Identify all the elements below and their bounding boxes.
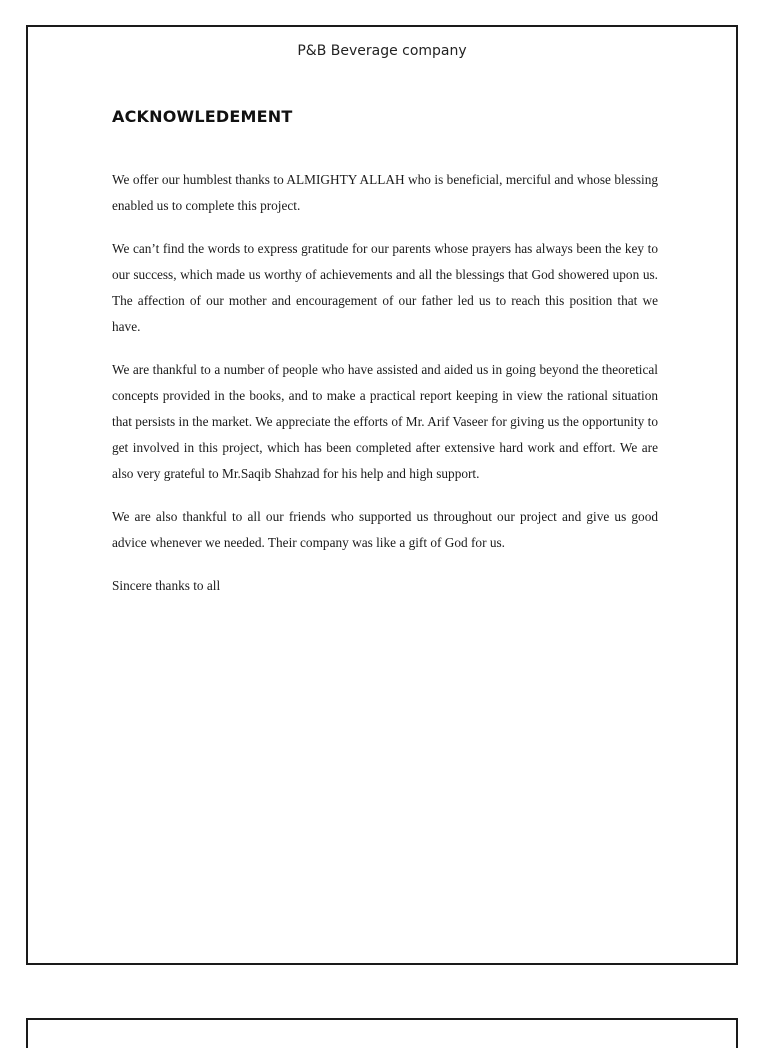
document-page [26, 25, 738, 965]
next-page-edge [26, 1018, 738, 1048]
paragraph: We are also thankful to all our friends who supported us throughout our project and give us good advice whenever we needed. Their company was like a gift of God for us. [112, 509, 658, 550]
paragraph: We are thankful to a number of people who have assisted and aided us in going beyond the theoretical concepts provided in the books, and to make a practical report keeping in view the rational situation that persists in the market. We appreciate the efforts of Mr. Arif Vaseer for giving us the opportunity to get involved in this project, which has been completed after extensive hard work and effort. We are also very grateful to Mr.Saqib Shahzad for his help and high support. [112, 362, 658, 481]
paragraph: We offer our humblest thanks to ALMIGHTY ALLAH who is beneficial, merciful and whose blessing enabled us to complete this project. [112, 172, 658, 213]
document-body [112, 167, 658, 616]
paragraph: We can’t find the words to express gratitude for our parents whose prayers has always been the key to our success, which made us worthy of achievements and all the blessings that God showered upon us. The affection of our mother and encouragement of our father led us to reach this position that we have. [112, 241, 658, 334]
page-title: ACKNOWLEDEMENT [112, 107, 293, 126]
closing-line: Sincere thanks to all [112, 578, 221, 593]
page-header: P&B Beverage company [297, 43, 467, 59]
